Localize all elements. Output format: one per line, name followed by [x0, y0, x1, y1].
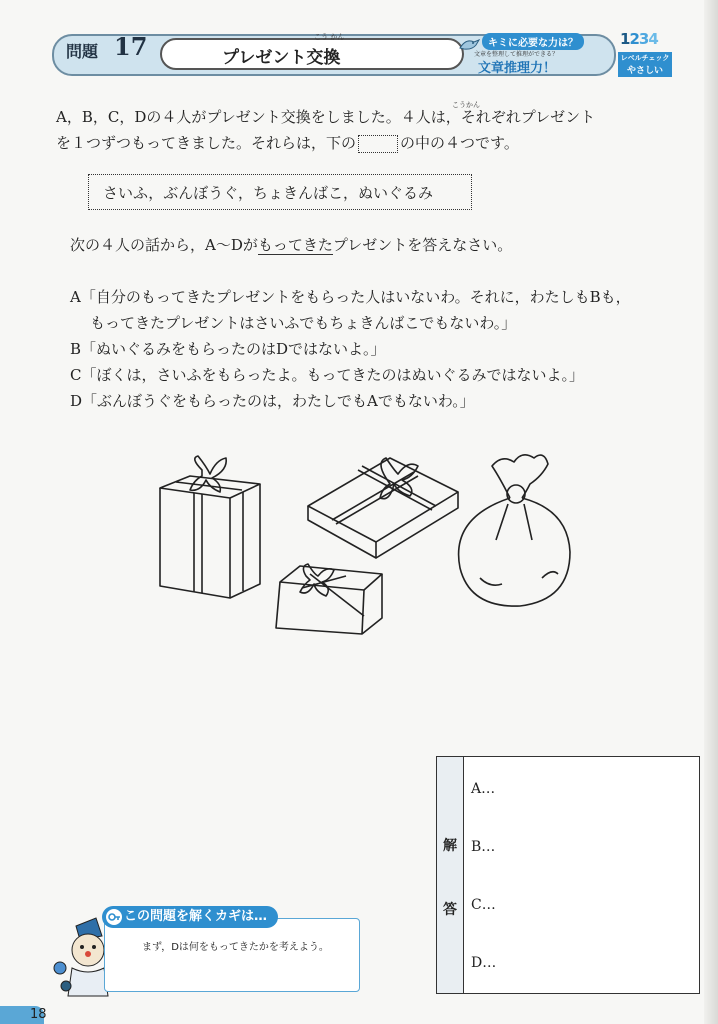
- problem-label: 問題: [66, 42, 99, 61]
- hint-title: この問題を解くカギは…: [102, 906, 278, 928]
- hint-text: まず，Dは何をもってきたかを考えよう。: [142, 942, 329, 953]
- answer-label-bottom: 答: [443, 902, 457, 918]
- question-underlined: もってきた: [257, 236, 333, 254]
- hint-box: [104, 918, 360, 992]
- answer-row-d[interactable]: D…: [471, 955, 497, 971]
- question-line: [70, 232, 690, 258]
- gift-sack: [459, 455, 570, 606]
- level-3: 3: [638, 30, 649, 48]
- title-ruby: こう かん: [314, 33, 345, 41]
- answer-label-top: 解: [443, 838, 457, 854]
- answer-row-a[interactable]: A…: [471, 781, 496, 797]
- skill-question: キミに必要な力は？: [482, 33, 584, 50]
- level-difficulty: やさしい: [618, 62, 672, 77]
- problem-header: [52, 30, 672, 76]
- level-check-label: レベルチェック: [618, 52, 672, 64]
- problem-number: 17: [114, 32, 148, 61]
- key-icon: [106, 909, 122, 925]
- small-gift-box: [276, 564, 382, 634]
- skill-box: [456, 30, 606, 74]
- flat-gift-box: [308, 458, 458, 558]
- page-edge: [704, 0, 718, 1024]
- statement-a-cont: もってきたプレゼントはさいふでもちょきんばこでもないわ。」: [90, 314, 517, 332]
- inline-dotted-box: [358, 135, 398, 153]
- statement-b: B「ぬいぐるみをもらったのはDではないよ。」: [70, 340, 386, 358]
- page-number: 18: [30, 1007, 47, 1022]
- statement-c: C「ぼくは，さいふをもらったよ。もってきたのはぬいぐるみではないよ。」: [70, 366, 584, 384]
- level-numbers: [620, 30, 658, 48]
- answer-box: [436, 756, 700, 994]
- statement-d: D「ぶんぼうぐをもらったのは，わたしでもAでもないわ。」: [70, 392, 475, 410]
- level-4: 4: [648, 30, 658, 48]
- gifts-illustration: [150, 448, 580, 648]
- intro-line-1: A，B，C，Dの４人がプレゼント交換をしました。４人は，それぞれプレゼント: [56, 108, 596, 126]
- answer-label-column: [437, 757, 464, 993]
- problem-title: プレゼント交換: [222, 48, 341, 68]
- intro-line-2a: を１つずつもってきました。それらは，下の: [56, 134, 357, 152]
- skill-sub: 文章を整理して推理ができる？: [474, 51, 559, 58]
- level-2: 2: [629, 30, 639, 48]
- question-before: 次の４人の話から，A～Dが: [70, 236, 258, 254]
- answer-row-c[interactable]: C…: [471, 897, 496, 913]
- skill-name: 文章推理力！: [478, 61, 557, 76]
- answer-row-b[interactable]: B…: [471, 839, 496, 855]
- exchange-ruby: こうかん: [452, 101, 480, 109]
- intro-line-2: [56, 130, 676, 156]
- intro-line-2b: の中の４つです。: [400, 134, 519, 152]
- statement-a: A「自分のもってきたプレゼントをもらった人はいないわ。それに，わたしもBも，: [70, 288, 631, 306]
- items-box: さいふ，ぶんぼうぐ，ちょきんばこ，ぬいぐるみ: [88, 174, 472, 210]
- level-indicator: [618, 30, 672, 74]
- question-after: プレゼントを答えなさい。: [332, 236, 513, 254]
- tall-gift-box: [160, 456, 260, 598]
- level-1: 1: [620, 30, 630, 48]
